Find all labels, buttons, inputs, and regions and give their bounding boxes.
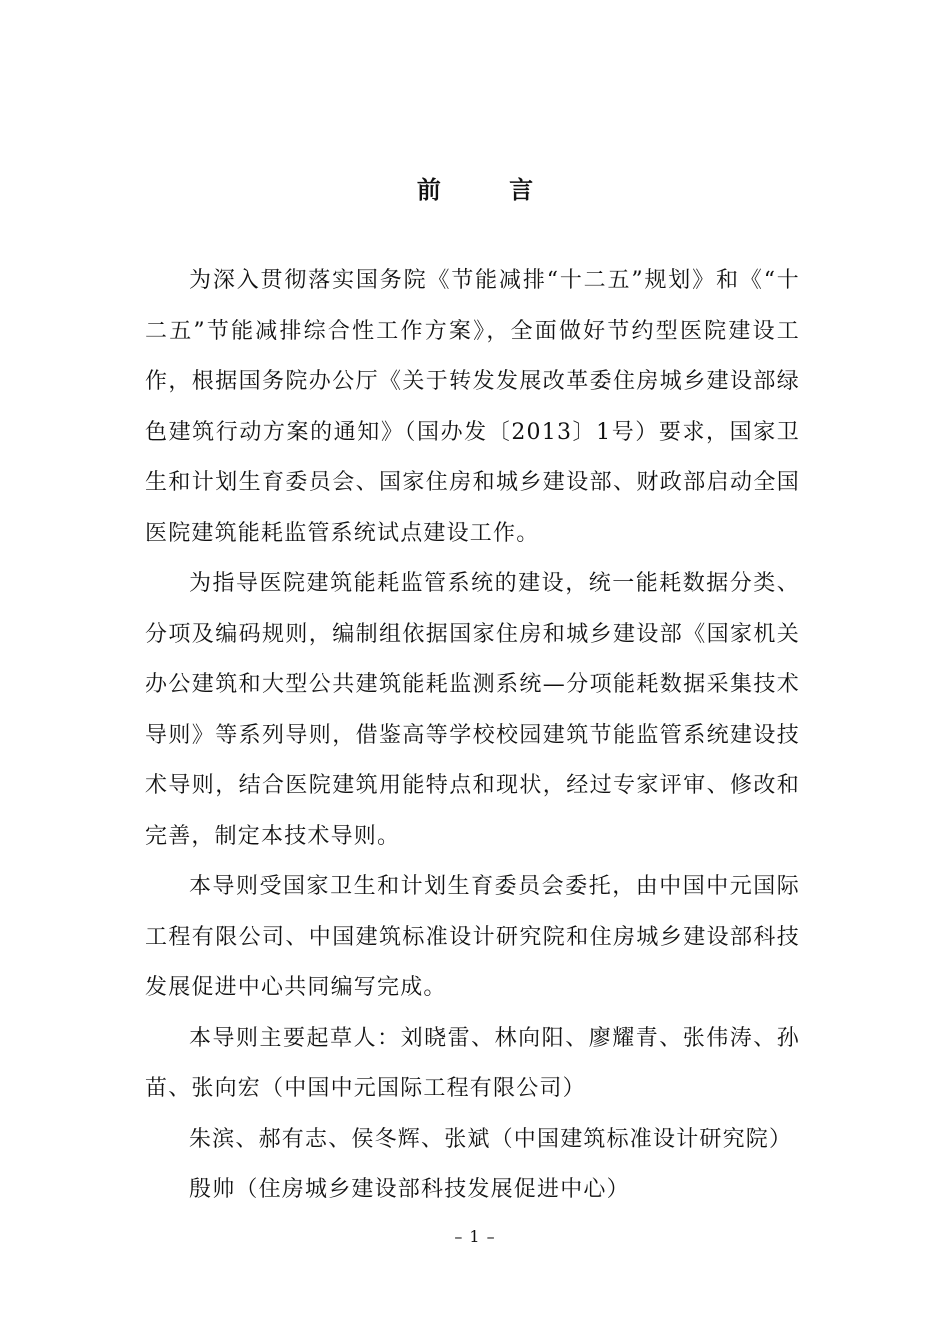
paragraph-drafters: 本导则主要起草人：刘晓雷、林向阳、廖耀青、张伟涛、孙苗、张向宏（中国中元国际工程有限公司） [145, 1025, 800, 1101]
paragraph-drafters-mohurd: 殷帅（住房城乡建设部科技发展促进中心） [189, 1177, 630, 1202]
paragraph-drafters-cabr: 朱滨、郝有志、侯冬辉、张斌（中国建筑标准设计研究院） [189, 1126, 793, 1152]
document-body [145, 256, 800, 1216]
paragraph-authorship: 本导则受国家卫生和计划生育委员会委托，由中国中元国际工程有限公司、中国建筑标准设计研究院和住房城乡建设部科技发展促进中心共同编写完成。 [145, 874, 800, 1000]
page-number: – 1 – [454, 1227, 496, 1246]
paragraph-background: 为深入贯彻落实国务院《节能减排“十二五”规划》和《“十二五”节能减排综合性工作方案》，全面做好节约型医院建设工作，根据国务院办公厅《关于转发发展改革委住房城乡建设部绿色建筑行动方案的通知》（国办发〔2013〕1号）要求，国家卫生和计划生育委员会、国家住房和城乡建设部、财政部启动全国医院建筑能耗监管系统试点建设工作。 [145, 268, 800, 546]
paragraph-purpose: 为指导医院建筑能耗监管系统的建设，统一能耗数据分类、分项及编码规则，编制组依据国家住房和城乡建设部《国家机关办公建筑和大型公共建筑能耗监测系统—分项能耗数据采集技术导则》等系列导则，借鉴高等学校校园建筑节能监管系统建设技术导则，结合医院建筑用能特点和现状，经过专家评审、修改和完善，制定本技术导则。 [145, 571, 800, 849]
document-title: 前 言 [416, 176, 564, 204]
